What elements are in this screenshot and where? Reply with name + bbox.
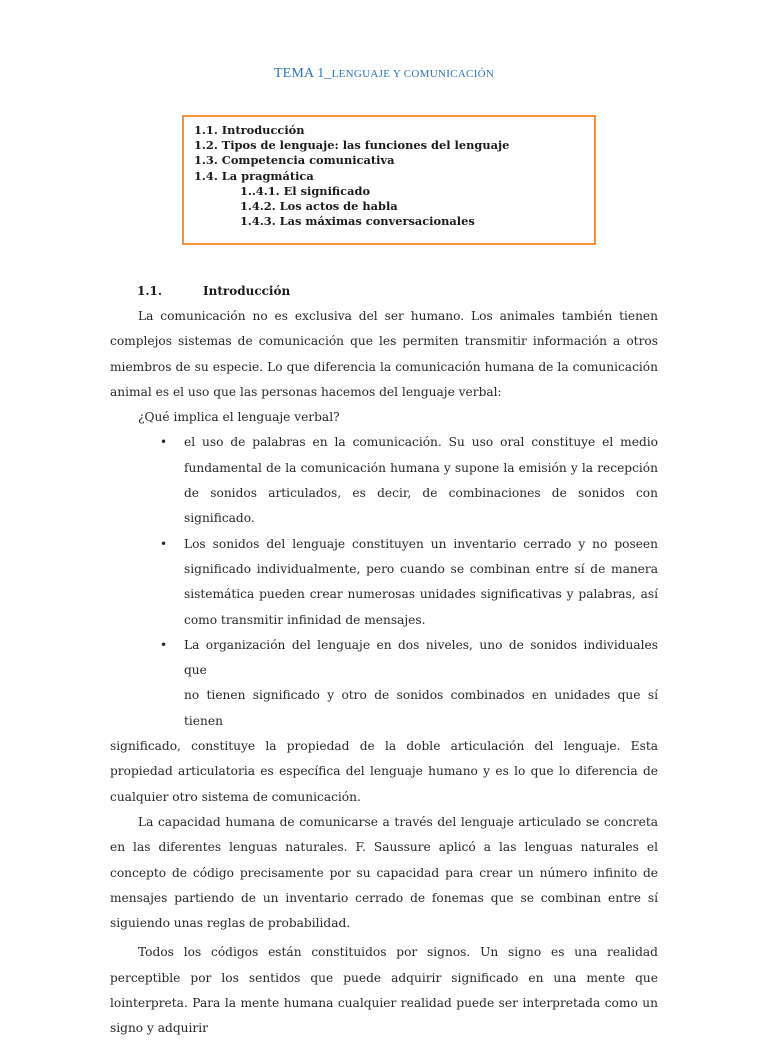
toc-item: 1.4. La pragmática bbox=[194, 168, 314, 183]
paragraph: La comunicación no es exclusiva del ser humano. Los animales también tienen complejos sistemas de comunicación que les permiten transmitir información a otros miembros de su especie. Lo que diferencia la comunicación humana de la comunicación animal es el uso que las personas hacemos del lenguaje verbal: bbox=[110, 309, 658, 399]
toc-item: 1.1. Introducción bbox=[194, 123, 305, 137]
toc-item: 1.3. Competencia comunicativa bbox=[194, 153, 395, 168]
toc-item: 1.2. Tipos de lenguaje: las funciones del lenguaje bbox=[194, 138, 510, 153]
toc-subitem: 1.4.2. Los actos de habla bbox=[240, 199, 398, 214]
paragraph: Todos los códigos están constituidos por signos. Un signo es una realidad perceptible por los sentidos que puede adquirir significado en una mente que lointerpreta. Para la mente humana cualquier realidad puede ser interpretada como un signo y adquirir bbox=[110, 945, 658, 1036]
paragraph: La capacidad humana de comunicarse a través del lenguaje articulado se concreta en las diferentes lenguas naturales. F. Saussure aplicó a las lenguas naturales el concepto de código precisamente por su capacidad para crear un número infinito de mensajes partiendo de un inventario cerrado de fonemas que se combinan entre sí siguiendo unas reglas de probabilidad. bbox=[110, 814, 658, 931]
section-title: Introducción bbox=[203, 284, 291, 298]
list-item-text: Los sonidos del lenguaje constituyen un inventario cerrado y no poseen significado individualmente, pero cuando se combinan entre sí de manera sistemática pueden crear numerosas unidades significativas y palabras, así como transmitir infinidad de mensajes. bbox=[184, 536, 658, 627]
section-heading bbox=[137, 284, 290, 298]
table-of-contents bbox=[182, 115, 596, 245]
question-line: ¿Qué implica el lenguaje verbal? bbox=[138, 410, 340, 425]
toc-subitem: 1.4.3. Las máximas conversacionales bbox=[240, 214, 475, 229]
bullet-dot-icon: • bbox=[160, 536, 168, 551]
list-item-text: el uso de palabras en la comunicación. Su uso oral constituye el medio fundamental de la comunicación humana y supone la emisión y la recepción de sonidos articulados, es decir, de combinaciones de sonidos con significado. bbox=[184, 435, 658, 526]
list-item bbox=[110, 633, 658, 810]
document-title bbox=[0, 66, 768, 82]
body-text bbox=[110, 304, 658, 1042]
section-number: 1.1. bbox=[137, 284, 163, 298]
list-item-text: La organización del lenguaje en dos niveles, uno de sonidos individuales que bbox=[184, 637, 658, 678]
list-item-text: significado, constituye la propiedad de la doble articulación del lenguaje. Esta propiedad articulatoria es específica del lenguaje humano y es lo que lo diferencia de cualquier otro sistema de comunicación. bbox=[110, 739, 658, 804]
bullet-list bbox=[110, 430, 658, 809]
list-item-text: no tienen significado y otro de sonidos combinados en unidades que sí tienen bbox=[184, 688, 658, 728]
document-title-main: TEMA 1_ bbox=[273, 66, 332, 81]
toc-subitem: 1..4.1. El significado bbox=[240, 183, 371, 198]
document-title-sub: LENGUAJE Y COMUNICACIÓN bbox=[331, 68, 495, 80]
bullet-dot-icon: • bbox=[160, 637, 168, 652]
list-item bbox=[110, 532, 658, 633]
bullet-dot-icon: • bbox=[160, 435, 168, 450]
list-item bbox=[110, 430, 658, 531]
